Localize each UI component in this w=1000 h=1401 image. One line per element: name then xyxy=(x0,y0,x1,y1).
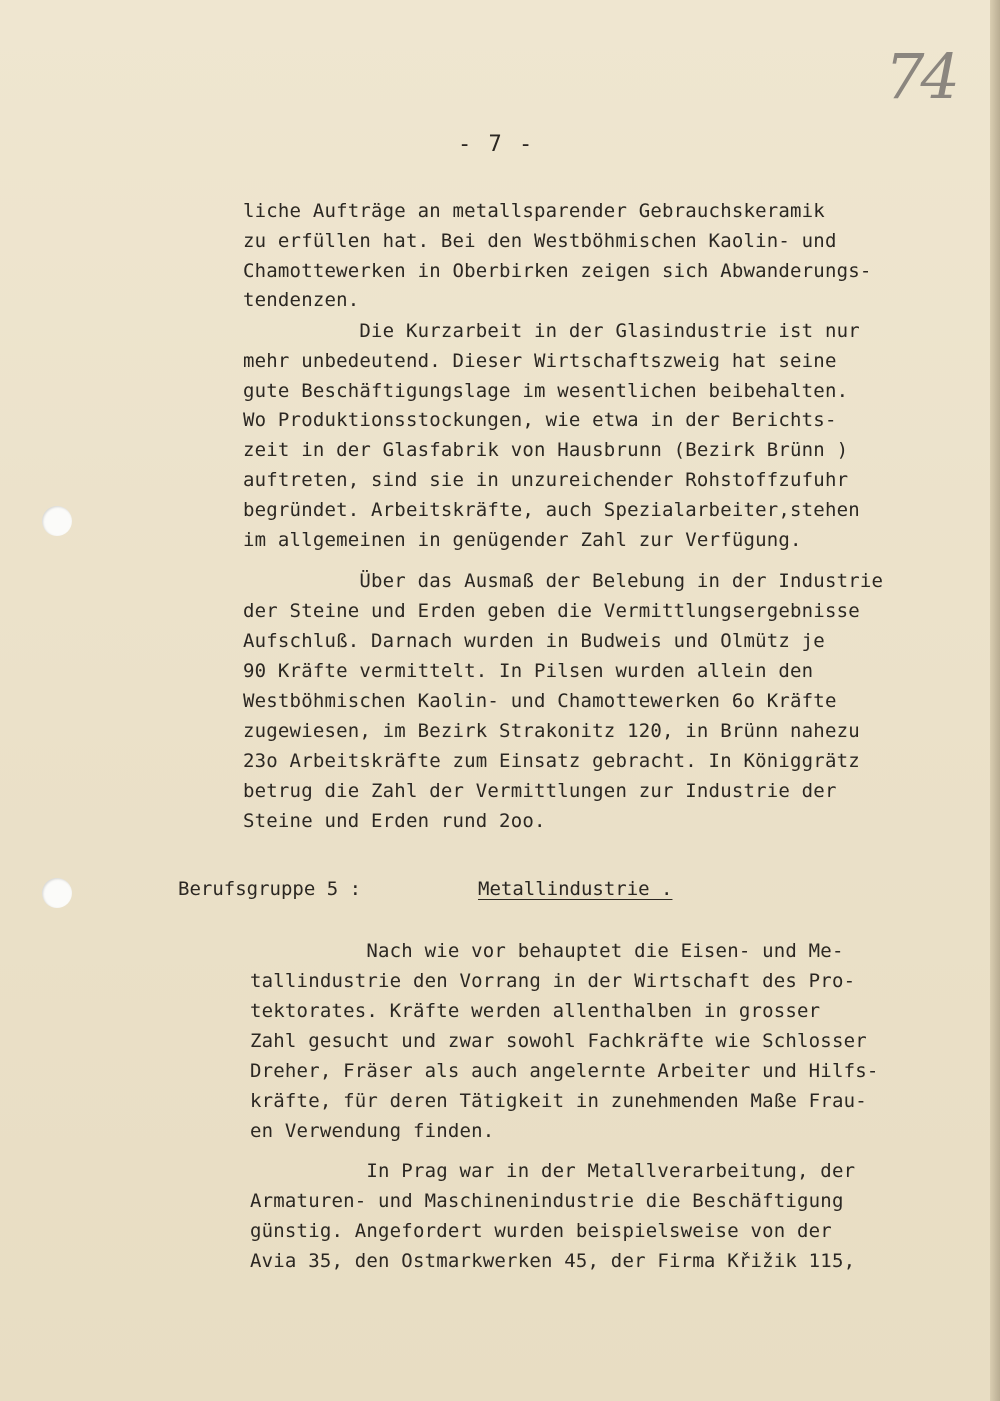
text-line: mehr unbedeutend. Dieser Wirtschaftszweig hat seine xyxy=(243,350,837,372)
paper-edge xyxy=(990,0,1000,1401)
text-line: 23o Arbeitskräfte zum Einsatz gebracht. In Königgrätz xyxy=(243,750,860,772)
text-line: Nach wie vor behauptet die Eisen- und Me- xyxy=(250,940,844,962)
text-line: im allgemeinen in genügender Zahl zur Verfügung. xyxy=(243,529,802,551)
text-line: In Prag war in der Metallverarbeitung, der xyxy=(250,1160,856,1182)
text-line: Wo Produktionsstockungen, wie etwa in der Berichts- xyxy=(243,409,837,431)
text-line: kräfte, für deren Tätigkeit in zunehmenden Maße Frau- xyxy=(250,1090,867,1112)
text-line: Die Kurzarbeit in der Glasindustrie ist nur xyxy=(243,320,860,342)
text-line: Über das Ausmaß der Belebung in der Industrie xyxy=(243,570,884,592)
text-line: Aufschluß. Darnach wurden in Budweis und Olmütz je xyxy=(243,630,825,652)
text-line: tendenzen. xyxy=(243,289,360,311)
text-line: Avia 35, den Ostmarkwerken 45, der Firma Křižik 115, xyxy=(250,1250,856,1272)
punch-hole-bottom xyxy=(42,878,72,908)
text-line: Dreher, Fräser als auch angelernte Arbeiter und Hilfs- xyxy=(250,1060,879,1082)
text-line: zu erfüllen hat. Bei den Westböhmischen Kaolin- und xyxy=(243,230,837,252)
text-line: auftreten, sind sie in unzureichender Rohstoffzufuhr xyxy=(243,469,849,491)
text-line: zugewiesen, im Bezirk Strakonitz 120, in Brünn nahezu xyxy=(243,720,860,742)
text-line: der Steine und Erden geben die Vermittlungsergebnisse xyxy=(243,600,860,622)
text-line: Westböhmischen Kaolin- und Chamottewerken 6o Kräfte xyxy=(243,690,837,712)
text-line: en Verwendung finden. xyxy=(250,1120,495,1142)
section-group-label: Berufsgruppe 5 : xyxy=(178,878,362,900)
section-title: Metallindustrie . xyxy=(478,878,673,900)
text-line: betrug die Zahl der Vermittlungen zur Industrie der xyxy=(243,780,837,802)
text-line: günstig. Angefordert wurden beispielsweise von der xyxy=(250,1220,832,1242)
text-line: gute Beschäftigungslage im wesentlichen beibehalten. xyxy=(243,380,849,402)
punch-hole-top xyxy=(42,506,72,536)
text-line: Zahl gesucht und zwar sowohl Fachkräfte wie Schlosser xyxy=(250,1030,867,1052)
text-line: begründet. Arbeitskräfte, auch Spezialarbeiter,stehen xyxy=(243,499,860,521)
text-line: liche Aufträge an metallsparender Gebrauchskeramik xyxy=(243,200,825,222)
text-line: Armaturen- und Maschinenindustrie die Beschäftigung xyxy=(250,1190,844,1212)
text-line: Steine und Erden rund 2oo. xyxy=(243,810,546,832)
text-line: zeit in der Glasfabrik von Hausbrunn (Bezirk Brünn ) xyxy=(243,439,849,461)
text-line: 90 Kräfte vermittelt. In Pilsen wurden allein den xyxy=(243,660,814,682)
page-number: - 7 - xyxy=(458,132,535,157)
text-line: Chamottewerken in Oberbirken zeigen sich Abwanderungs- xyxy=(243,260,872,282)
text-line: tallindustrie den Vorrang in der Wirtschaft des Pro- xyxy=(250,970,856,992)
folio-number: 74 xyxy=(885,40,956,113)
text-line: tektorates. Kräfte werden allenthalben in grosser xyxy=(250,1000,821,1022)
